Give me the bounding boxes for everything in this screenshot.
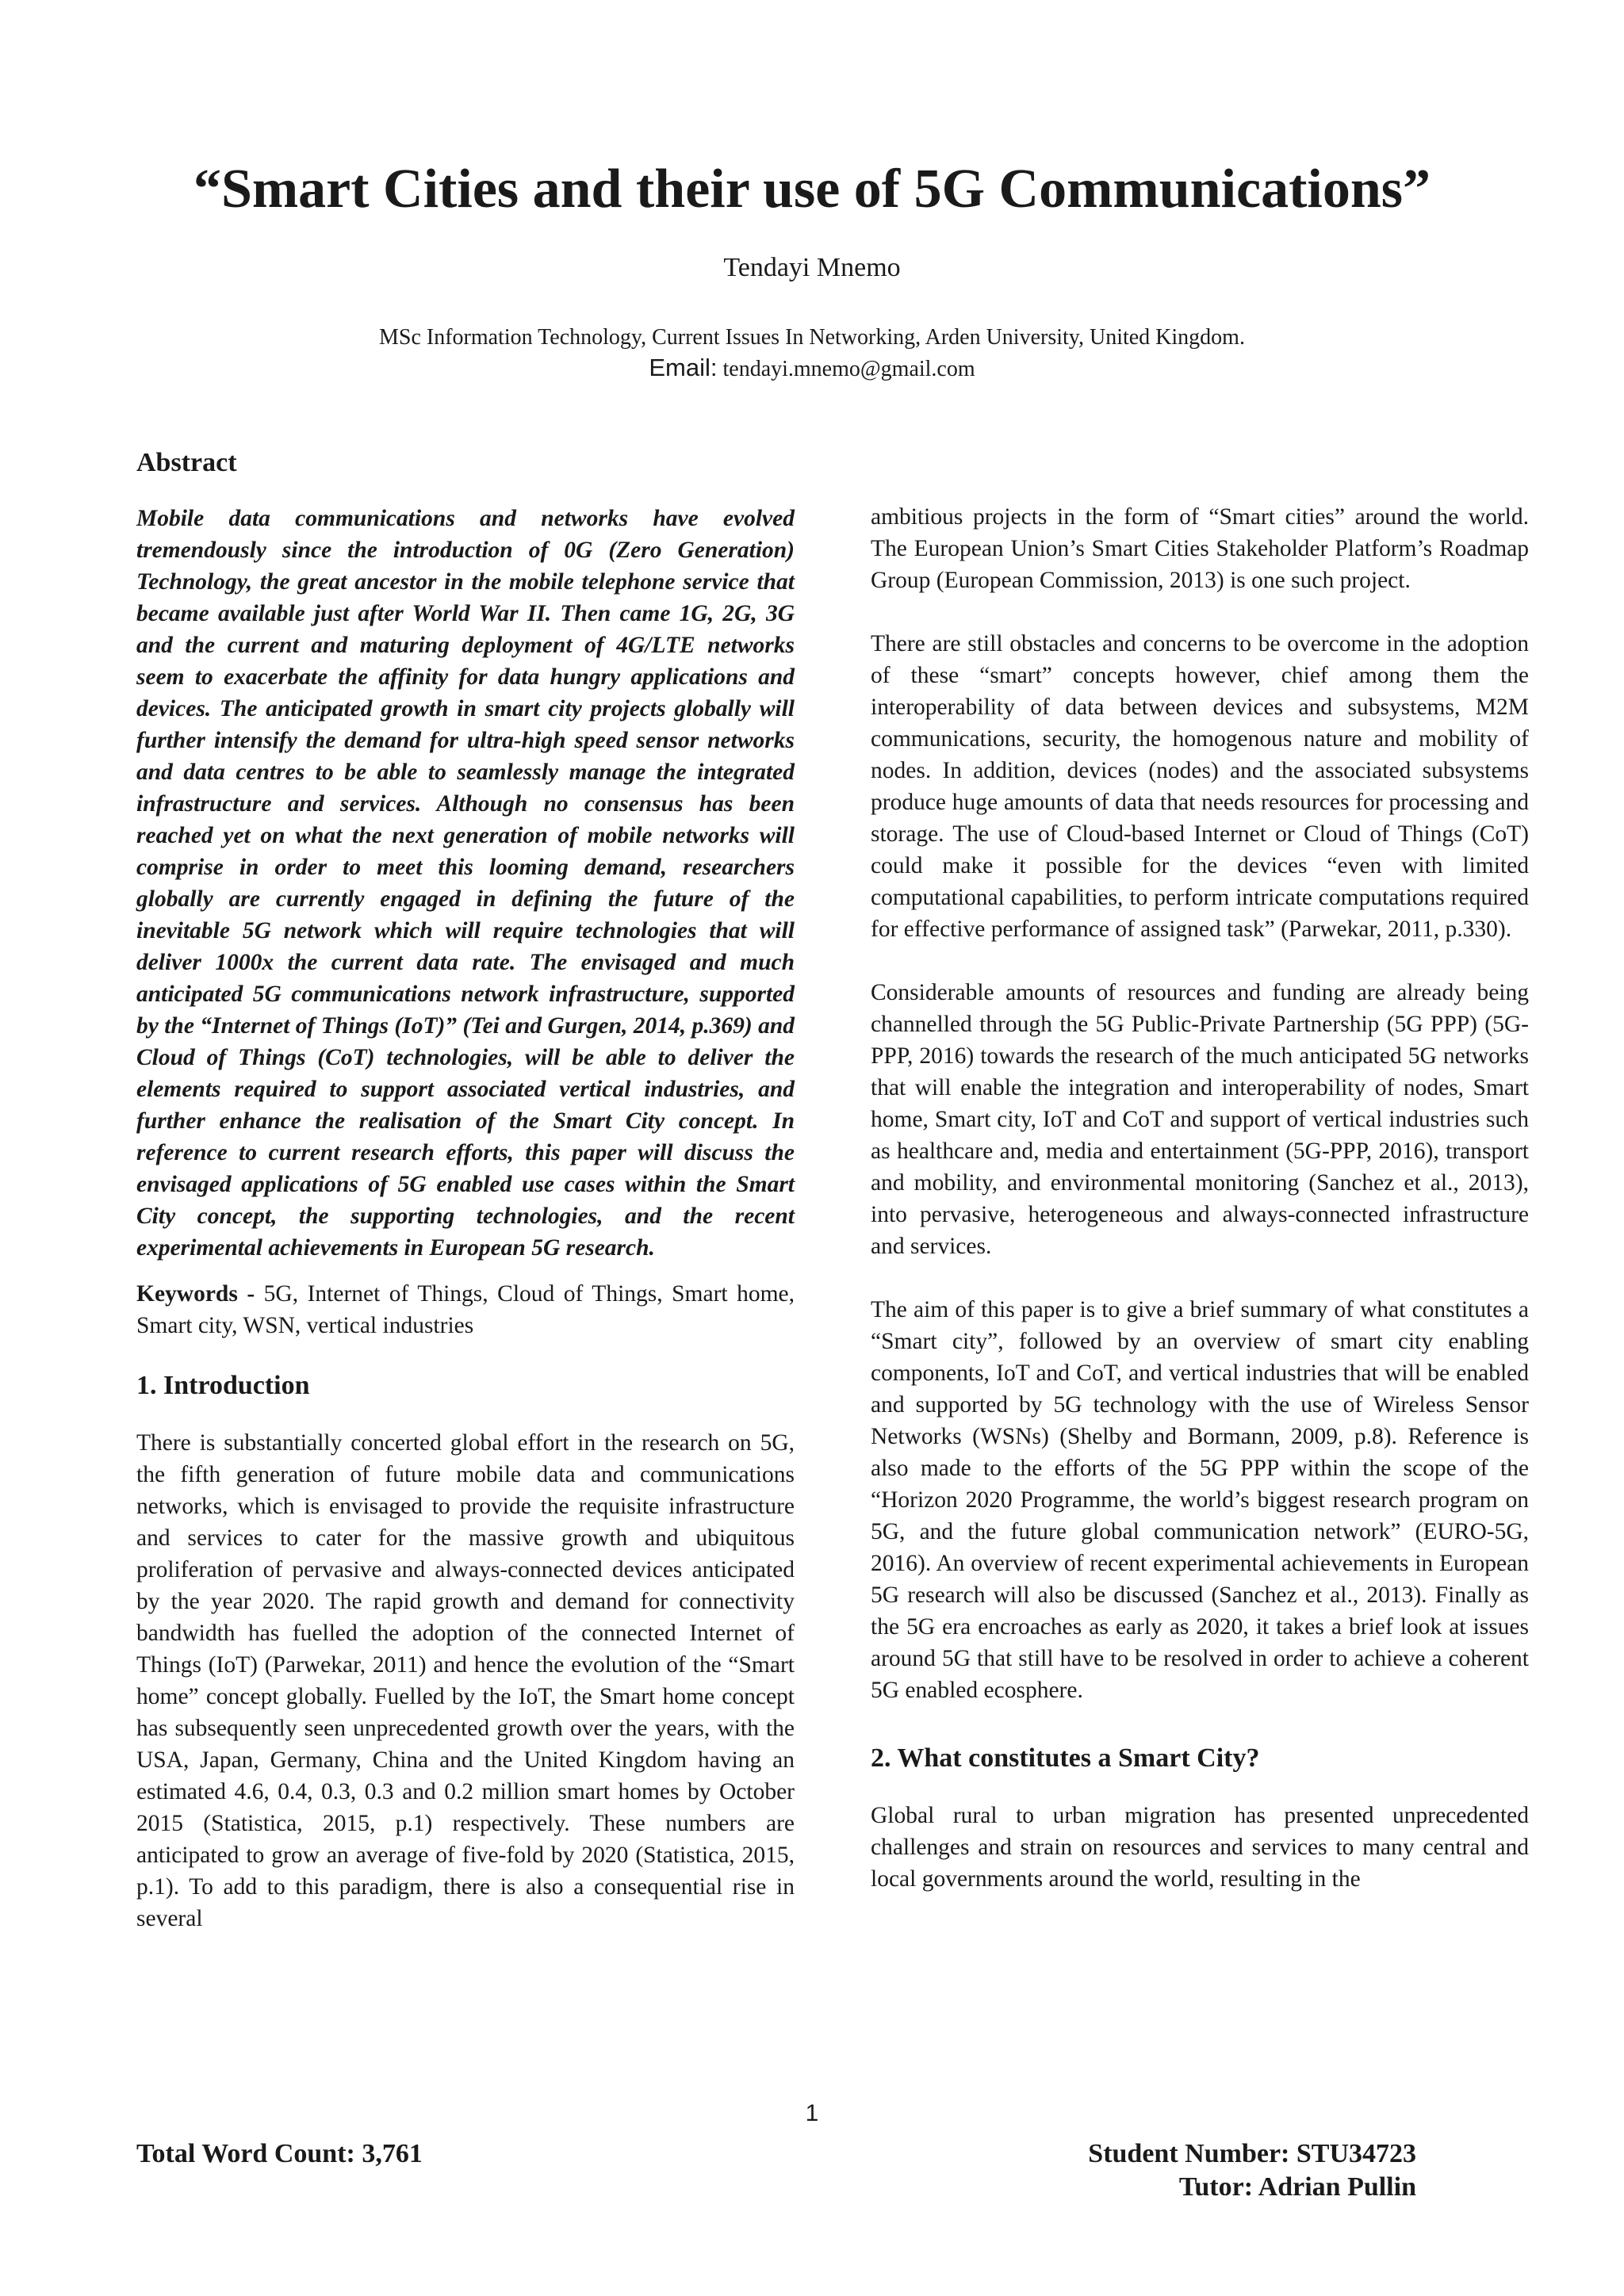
keywords-line	[136, 1278, 795, 1341]
body-paragraph: Considerable amounts of resources and funding are already being channelled through the 5G Public-Private Partnership (5G PPP) (5G-PPP, 2016) towards the research of the much anticipated 5G networks that will enable the integration and interoperability of nodes, Smart home, Smart city, IoT and CoT and support of vertical industries such as healthcare and, media and entertainment (5G-PPP, 2016), transport and mobility, and environmental monitoring (Sanchez et al., 2013), into pervasive, heterogeneous and always-connected infrastructure and services.	[871, 980, 1529, 1259]
body-paragraph: The aim of this paper is to give a brief summary of what constitutes a “Smart city”, followed by an overview of smart city enabling components, IoT and CoT, and vertical industries that will be enabled and supported by 5G technology with the use of Wireless Sensor Networks (WSNs) (Shelby and Bormann, 2009, p.8). Reference is also made to the efforts of the 5G PPP within the scope of the “Horizon 2020 Programme, the world’s biggest research program on 5G, and the future global communication network” (EURO-5G, 2016). An overview of recent experimental achievements in European 5G research will also be discussed (Sanchez et al., 2013). Finally as the 5G era encroaches as early as 2020, it takes a brief look at issues around 5G that still have to be resolved in order to achieve a coherent 5G enabled ecosphere.	[871, 1297, 1529, 1703]
section-heading-introduction: 1. Introduction	[136, 1371, 310, 1400]
author-email: tendayi.mnemo@gmail.com	[722, 357, 975, 381]
section-heading-smart-city: 2. What constitutes a Smart City?	[871, 1743, 1260, 1773]
abstract-heading: Abstract	[136, 448, 237, 477]
word-count: Total Word Count: 3,761	[136, 2139, 423, 2168]
smart-city-paragraph: Global rural to urban migration has presented unprecedented challenges and strain on resources and services to many central and local governments around the world, resulting in the	[871, 1803, 1529, 1892]
author-email-line	[95, 354, 1529, 384]
student-info	[1088, 2137, 1416, 2204]
body-paragraph: There are still obstacles and concerns to be overcome in the adoption of these “smart” concepts however, chief among them the interoperability of data between devices and subsystems, M2M communications, security, the homogenous nature and mobility of nodes. In addition, devices (nodes) and the associated subsystems produce huge amounts of data that needs resources for processing and storage. The use of Cloud-based Internet or Cloud of Things (CoT) could make it possible for the devices “even with limited computational capabilities, to perform intricate computations required for effective performance of assigned task” (Parwekar, 2011, p.330).	[871, 631, 1529, 942]
right-column	[871, 501, 1529, 1895]
tutor-name: Tutor: Adrian Pullin	[1178, 2172, 1416, 2202]
keywords-text: 5G, Internet of Things, Cloud of Things, Smart home, Smart city, WSN, vertical industries	[136, 1281, 795, 1338]
page-number: 1	[805, 2100, 819, 2126]
student-number: Student Number: STU34723	[1088, 2139, 1416, 2168]
body-paragraph: ambitious projects in the form of “Smart cities” around the world. The European Union’s Smart Cities Stakeholder Platform’s Roadmap Group (European Commission, 2013) is one such project.	[871, 504, 1529, 593]
paper-title: “Smart Cities and their use of 5G Communications”	[193, 159, 1431, 220]
left-column	[136, 503, 795, 1934]
abstract-text: Mobile data communications and networks have evolved tremendously since the introduction of 0G (Zero Generation) Technology, the great ancestor in the mobile telephone service that became available just after World War II. Then came 1G, 2G, 3G and the current and maturing deployment of 4G/LTE networks seem to exacerbate the affinity for data hungry applications and devices. The anticipated growth in smart city projects globally will further intensify the demand for ultra-high speed sensor networks and data centres to be able to seamlessly manage the integrated infrastructure and services. Although no consensus has been reached yet on what the next generation of mobile networks will comprise in order to meet this looming demand, researchers globally are currently engaged in defining the future of the inevitable 5G network which will require technologies that will deliver 1000x the current data rate. The envisaged and much anticipated 5G communications network infrastructure, supported by the “Internet of Things (IoT)” (Tei and Gurgen, 2014, p.369) and Cloud of Things (CoT) technologies, will be able to deliver the elements required to support associated vertical industries, and further enhance the realisation of the Smart City concept. In reference to current research efforts, this paper will discuss the envisaged applications of 5G enabled use cases within the Smart City concept, the supporting technologies, and the recent experimental achievements in European 5G research.	[136, 506, 795, 1261]
introduction-paragraph: There is substantially concerted global effort in the research on 5G, the fifth generation of future mobile data and communications networks, which is envisaged to provide the requisite infrastructure and services to cater for the massive growth and ubiquitous proliferation of pervasive and always-connected devices anticipated by the year 2020. The rapid growth and demand for connectivity bandwidth has fuelled the adoption of the connected Internet of Things (IoT) (Parwekar, 2011) and hence the evolution of the “Smart home” concept globally. Fuelled by the IoT, the Smart home concept has subsequently seen unprecedented growth over the years, with the USA, Japan, Germany, China and the United Kingdom having an estimated 4.6, 0.4, 0.3, 0.3 and 0.2 million smart homes by October 2015 (Statistica, 2015, p.1) respectively. These numbers are anticipated to grow an average of five-fold by 2020 (Statistica, 2015, p.1). To add to this paradigm, there is also a consequential rise in several	[136, 1430, 795, 1931]
keywords-label: Keywords -	[136, 1281, 255, 1307]
author-affiliation: MSc Information Technology, Current Issues In Networking, Arden University, United Kingdom.	[379, 325, 1245, 350]
email-label: Email:	[649, 354, 718, 381]
author-name: Tendayi Mnemo	[723, 253, 901, 282]
